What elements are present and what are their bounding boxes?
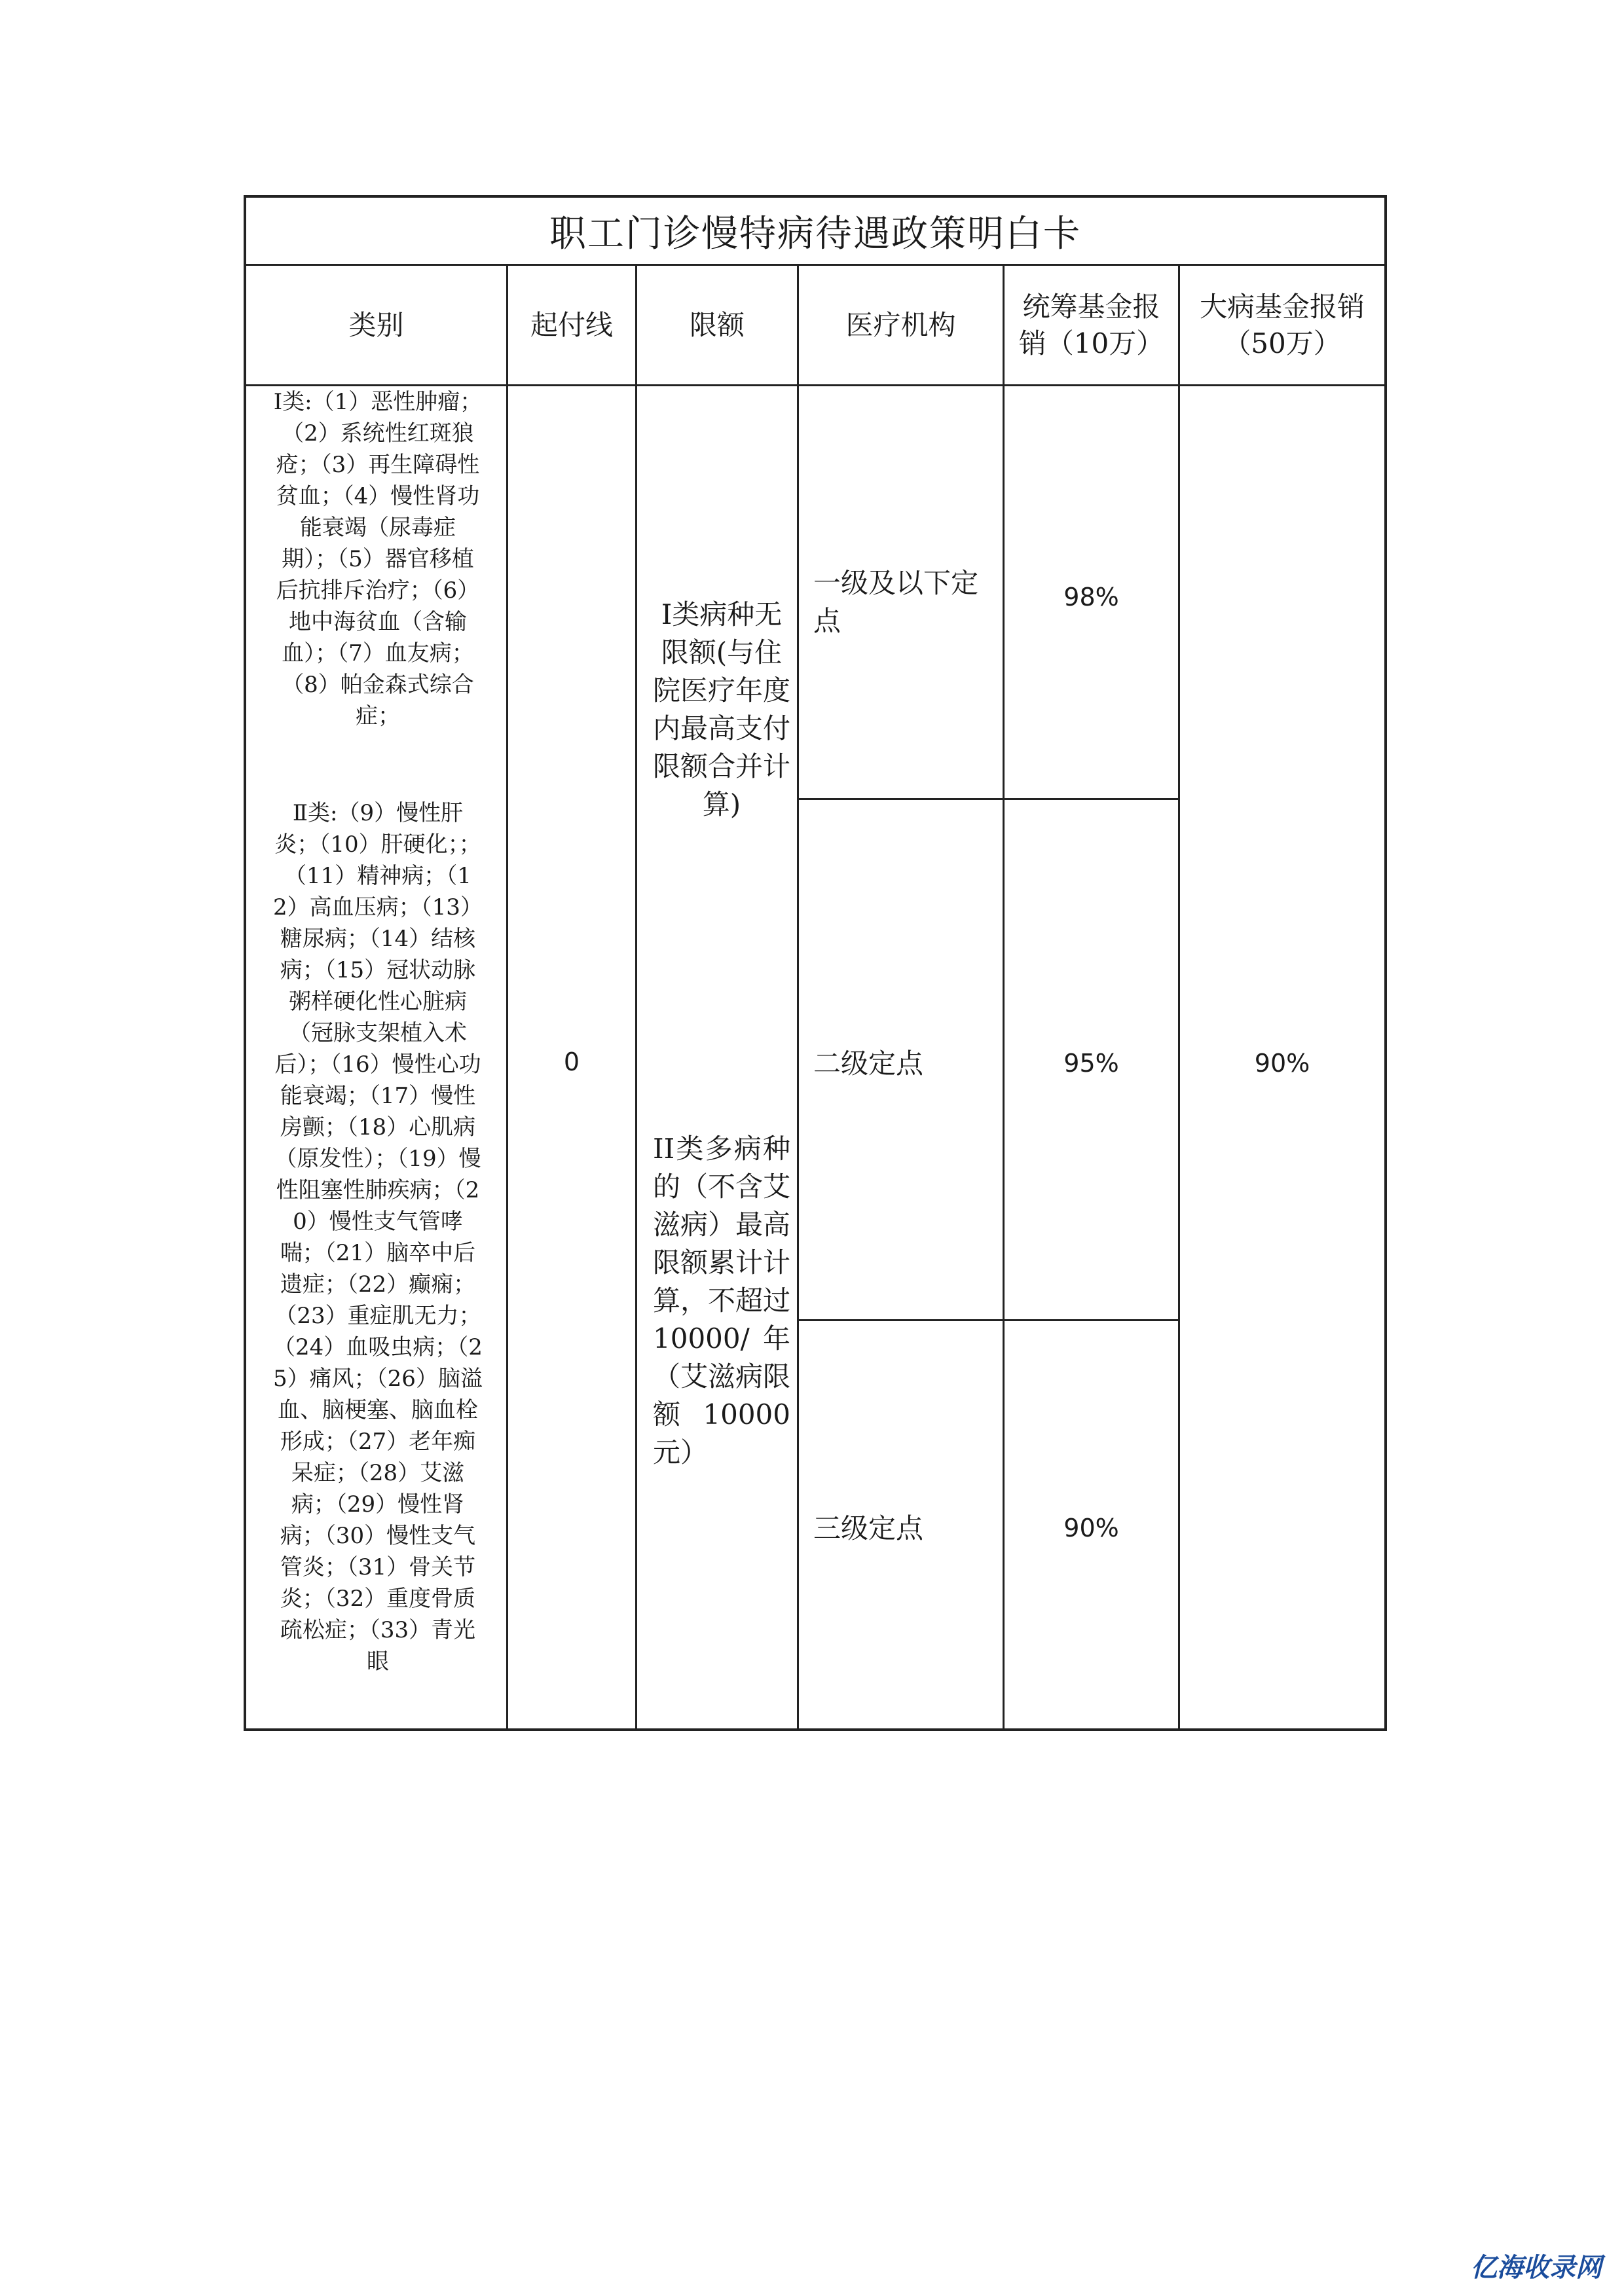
pooled-rate-level3: 90% (1063, 1514, 1119, 1542)
category-class1-text: Ⅰ类:（1）恶性肿瘤；（2）系统性红斑狼疮；（3）再生障碍性贫血；（4）慢性肾功能衰竭（尿毒症期）；（5）器官移植后抗排斥治疗；（6）地中海贫血（含输血）；（7）血友病；（8）帕金森式综合症； (273, 389, 483, 729)
limit-class1-text: Ⅰ类病种无限额(与住院医疗年度内最高支付限额合并计算) (653, 598, 791, 820)
institution-level3: 三级定点 (813, 1512, 924, 1544)
card-title: 职工门诊慢特病待遇政策明白卡 (246, 198, 1384, 266)
pooled-rate-level2: 95% (1063, 1049, 1119, 1078)
category-cell (246, 386, 508, 1728)
header-institution: 医疗机构 (799, 266, 1005, 386)
header-pooled-fund: 统筹基金报销（10万） (1005, 266, 1180, 386)
category-class2-text: Ⅱ类:（9）慢性肝炎；（10）肝硬化；；（11）精神病；（12）高血压病；（13）糖尿病；（14）结核病；（15）冠状动脉粥样硬化性心脏病（冠脉支架植入术后）；（16）慢性心功能衰竭；（17）慢性房颤；（18）心肌病（原发性）；（19）慢性阻塞性肺疾病；（20）慢性支气管哮喘；（21）脑卒中后遗症；（22）癫痫；（23）重症肌无力；（24）血吸虫病；（25）痛风；（26）脑溢血、脑梗塞、脑血栓形成；（27）老年痴呆症；（28）艾滋病；（29）慢性肾病；（30）慢性支气管炎；（31）骨关节炎；（32）重度骨质疏松症；（33）青光眼 (273, 800, 483, 1675)
deductible-cell (508, 386, 637, 1728)
policy-card (244, 195, 1387, 1731)
limit-cell (637, 386, 799, 1728)
institution-level2: 二级定点 (813, 1048, 924, 1080)
institution-column (799, 386, 1005, 1728)
pooled-rate-column (1005, 386, 1180, 1728)
header-deductible: 起付线 (508, 266, 637, 386)
header-category: 类别 (246, 266, 508, 386)
header-limit: 限额 (637, 266, 799, 386)
institution-level1: 一级及以下定点 (813, 567, 979, 637)
header-critical-fund: 大病基金报销（50万） (1180, 266, 1384, 386)
row-divider-2 (799, 1319, 1180, 1321)
critical-rate-cell (1180, 386, 1384, 1728)
limit-class2-text: II类多病种的（不含艾滋病）最高限额累计计算，不超过10000/年（艾滋病限额10000元） (653, 1133, 791, 1468)
pooled-rate-level1: 98% (1063, 583, 1119, 611)
deductible-value: 0 (563, 1048, 580, 1076)
critical-rate-value: 90% (1254, 1049, 1310, 1078)
watermark-text: 亿海收录网 (1471, 2253, 1602, 2283)
row-divider-1 (799, 798, 1180, 800)
